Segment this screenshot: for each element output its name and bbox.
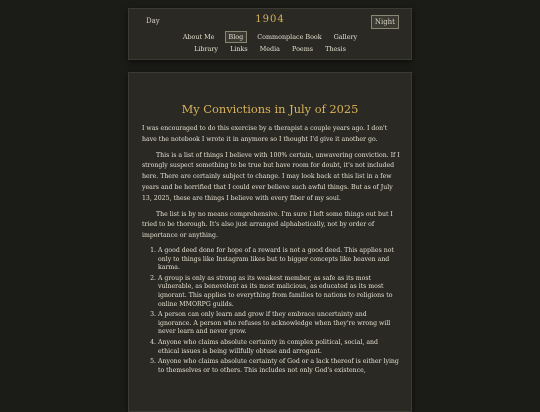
primary-nav	[129, 31, 411, 43]
site-header	[128, 8, 412, 60]
site-title[interactable]: 1904	[255, 14, 285, 25]
list-item: 4. Anyone who claims absolute certainty in complex political, social, and ethical issues is being willfully obtuse and arrogant.	[158, 339, 400, 356]
list-item: 5. Anyone who claims absolute certainty of God or a lack thereof is either lying to themselves or to others. This includes not only God's existence,	[158, 358, 400, 375]
nav-links[interactable]: Links	[230, 45, 248, 53]
nav-poems[interactable]: Poems	[292, 45, 314, 53]
list-item: 3. A person can only learn and grow if they embrace uncertainty and ignorance. A person who refuses to acknowledge when they're wrong will never learn and never grow.	[158, 311, 400, 337]
nav-media[interactable]: Media	[259, 45, 280, 53]
list-item: 1. A good deed done for hope of a reward is not a good deed. This applies not only to things like Instagram likes but to bigger concepts like heaven and karma.	[158, 247, 400, 273]
nav-blog[interactable]: Blog	[225, 31, 248, 43]
day-mode-button[interactable]: Day	[146, 17, 160, 25]
paragraph-intro: I was encouraged to do this exercise by a therapist a couple years ago. I don't have the notebook I wrote it in anymore so I thought I'd give it another go.	[142, 125, 388, 143]
article-body	[142, 124, 400, 377]
nav-thesis[interactable]: Thesis	[325, 45, 346, 53]
night-mode-button[interactable]: Night	[371, 15, 399, 29]
convictions-list	[142, 247, 400, 375]
paragraph-comprehensive: The list is by no means comprehensive. I'm sure I left some things out but I tried to be thorough. It's also just arranged alphabetically, not by order of importance or anything.	[142, 210, 393, 240]
secondary-nav	[129, 44, 411, 54]
nav-about-me[interactable]: About Me	[182, 33, 215, 41]
article-title: My Convictions in July of 2025	[181, 102, 359, 116]
nav-commonplace-book[interactable]: Commonplace Book	[257, 33, 322, 41]
nav-gallery[interactable]: Gallery	[333, 33, 358, 41]
nav-library[interactable]: Library	[194, 45, 219, 53]
paragraph-conviction: This is a list of things I believe with 100% certain, unwavering conviction. If I strongly suspect something to be true but have room for doubt, it's not included here. There are certainly subject to change. I may look back at this list in a few years and be horrified that I could ever believe such awful things. But as of July 13, 2025, these are things I believe with every fiber of my soul.	[142, 151, 400, 202]
article	[128, 72, 412, 412]
list-item: 2. A group is only as strong as its weakest member, as safe as its most vulnerable, as benevolent as its most malicious, as educated as its most ignorant. This applies to everything from families to nations to religions to online MMORPG guilds.	[158, 275, 400, 309]
